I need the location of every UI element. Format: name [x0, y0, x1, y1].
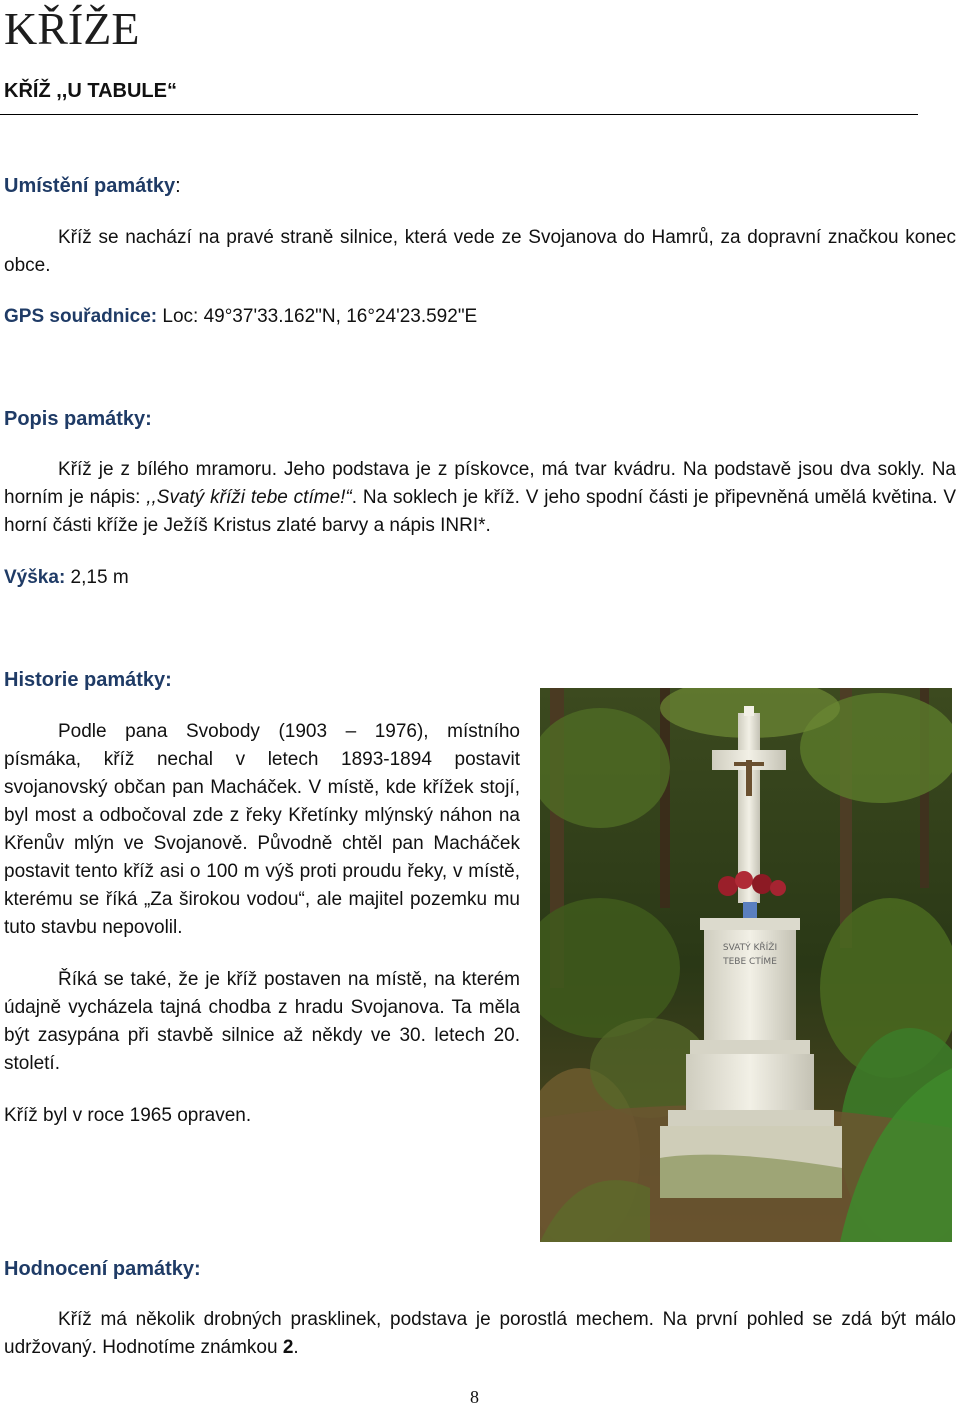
evaluation-grade: 2: [282, 1337, 294, 1358]
history-paragraph-3: Kříž byl v roce 1965 opraven.: [4, 1105, 252, 1126]
title-divider: [0, 114, 918, 115]
document-title: KŘÍŽE: [4, 3, 140, 54]
gps-value: Loc: 49°37'33.162"N, 16°24'23.592"E: [157, 306, 478, 327]
evaluation-text: Kříž má několik drobných prasklinek, podstava je porostlá mechem. Na první pohled se zdá být málo udržovaný. Hodnotíme známkou 2.: [4, 1309, 956, 1358]
description-heading: Popis památky:: [4, 408, 152, 430]
inscription-text: ,,Svatý kříži tebe ctíme!“: [146, 487, 352, 508]
plaque-line-2: TEBE CTÍME: [723, 957, 777, 967]
location-heading: Umístění památky:: [4, 175, 181, 197]
evaluation-heading: Hodnocení památky:: [4, 1258, 201, 1280]
monument-name: KŘÍŽ ,,U TABULE“: [4, 80, 177, 102]
height-value: 2,15 m: [65, 567, 129, 588]
gps-label: GPS souřadnice:: [4, 306, 158, 327]
height-line: [4, 564, 129, 592]
height-label: Výška:: [4, 567, 66, 588]
page-number: 8: [470, 1387, 479, 1407]
gps-line: [4, 303, 956, 331]
cross-photo: [540, 688, 952, 1242]
history-paragraph-2: Říká se také, že je kříž postaven na místě, na kterém údajně vycházela tajná chodba z hradu Svojanova. Ta měla být zasypána při stavbě silnice až někdy ve 30. letech 20. století.: [4, 969, 520, 1074]
plaque-line-1: SVATÝ KŘÍŽI: [722, 943, 778, 953]
history-paragraph-1: Podle pana Svobody (1903 – 1976), místního písmáka, kříž nechal v letech 1893-1894 postavit svojanovský občan pan Macháček. V místě, kde křížek stojí, byl most a odbočoval zde z řeky Křetínky mlýnský náhon na Křenův mlýn ve Svojanově. Původně chtěl pan Macháček postavit tento kříž asi o 100 m výš proti proudu řeky, v místě, kterému se říká „Za širokou vodou“, ale majitel pozemku mu tuto stavbu nepovolil.: [4, 721, 520, 938]
location-text: Kříž se nachází na pravé straně silnice, která vede ze Svojanova do Hamrů, za dopravní značkou konec obce.: [4, 227, 956, 276]
description-text: Kříž je z bílého mramoru. Jeho podstava je z pískovce, má tvar kvádru. Na podstavě jsou dva sokly. Na horním je nápis: ,,Svatý kříži tebe ctíme!“. Na soklech je kříž. V jeho spodní části je připevněná umělá květina. V horní části kříže je Ježíš Kristus zlaté barvy a nápis INRI*.: [4, 459, 957, 536]
history-heading: Historie památky:: [4, 669, 172, 691]
